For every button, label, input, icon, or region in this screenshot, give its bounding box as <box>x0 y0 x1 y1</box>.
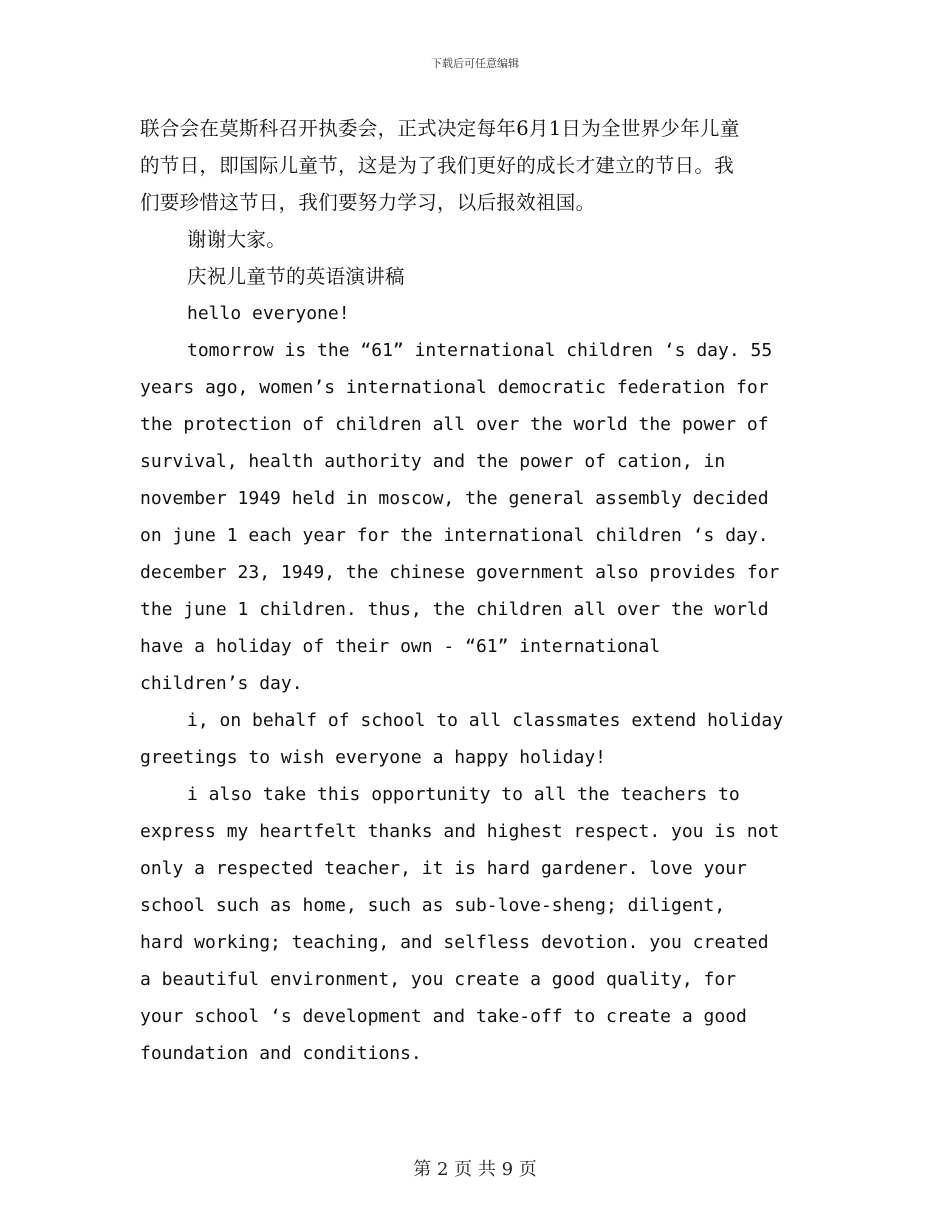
greeting-line: hello everyone! <box>187 303 350 324</box>
paragraph-line: greetings to wish everyone a happy holiday! <box>140 747 606 768</box>
paragraph-line: express my heartfelt thanks and highest respect. you is not <box>140 821 780 842</box>
paragraph-line: a beautiful environment, you create a good quality, for <box>140 969 737 990</box>
paragraph-line: december 23, 1949, the chinese government also provides for <box>140 562 780 583</box>
paragraph-line: school such as home, such as sub-love-sheng; diligent, <box>140 895 726 916</box>
thanks-line: 谢谢大家。 <box>187 228 287 251</box>
page-number: 第 2 页 共 9 页 <box>413 1159 537 1180</box>
paragraph-line: survival, health authority and the power of cation, in <box>140 451 726 472</box>
paragraph-line: years ago, women’s international democratic federation for <box>140 377 769 398</box>
paragraph-line: children’s day. <box>140 673 303 694</box>
paragraph-line: i also take this opportunity to all the teachers to <box>187 784 740 805</box>
paragraph-line: have a holiday of their own - “61” international <box>140 636 661 657</box>
paragraph-line: november 1949 held in moscow, the general assembly decided <box>140 488 769 509</box>
document-body <box>140 110 820 1072</box>
paragraph-line: i, on behalf of school to all classmates extend holiday <box>187 710 784 731</box>
paragraph-line: tomorrow is the “61” international children ‘s day. 55 <box>187 340 773 361</box>
section-title: 庆祝儿童节的英语演讲稿 <box>187 265 405 288</box>
paragraph-line: foundation and conditions. <box>140 1043 422 1064</box>
paragraph-line: 的节日，即国际儿童节，这是为了我们更好的成长才建立的节日。我 <box>140 154 735 177</box>
paragraph-line: the june 1 children. thus, the children all over the world <box>140 599 769 620</box>
paragraph-line: 联合会在莫斯科召开执委会，正式决定每年6月1日为全世界少年儿童 <box>140 117 740 140</box>
paragraph-line: 们要珍惜这节日，我们要努力学习，以后报效祖国。 <box>140 191 596 214</box>
page-header: 下载后可任意编辑 <box>431 57 519 70</box>
paragraph-line: the protection of children all over the world the power of <box>140 414 769 435</box>
paragraph-line: your school ‘s development and take-off to create a good <box>140 1006 747 1027</box>
paragraph-line: hard working; teaching, and selfless devotion. you created <box>140 932 769 953</box>
paragraph-line: only a respected teacher, it is hard gardener. love your <box>140 858 747 879</box>
paragraph-line: on june 1 each year for the international children ‘s day. <box>140 525 769 546</box>
